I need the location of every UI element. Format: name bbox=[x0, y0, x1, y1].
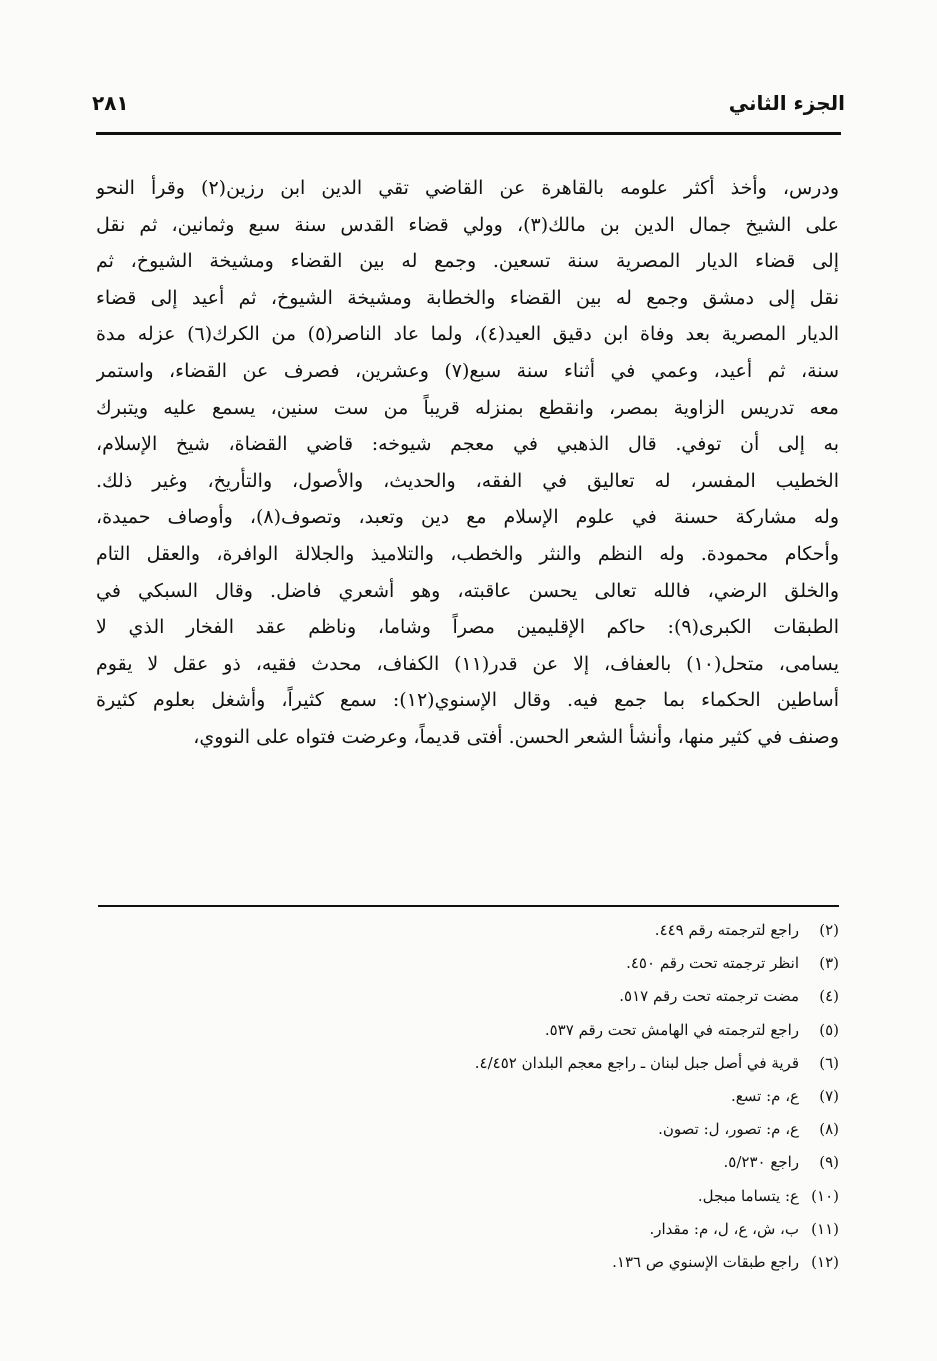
footnote bbox=[98, 914, 839, 947]
text-line: وأحكام محمودة. وله النظم والنثر والخطب، والتلاميذ والجلالة الوافرة، والعقل التام bbox=[96, 542, 839, 565]
footnote-rule bbox=[98, 905, 839, 907]
text-line: وصنف في كثير منها، وأنشأ الشعر الحسن. أفتى قديماً، وعرضت فتواه على النووي، bbox=[193, 725, 839, 748]
footnote-text: ع، م: تصور، ل: تصون. bbox=[658, 1120, 799, 1139]
footnote-number: (٧) bbox=[819, 1087, 839, 1106]
footnote-text: ع: يتساما مبجل. bbox=[697, 1186, 799, 1205]
text-line: والخلق الرضي، فالله تعالى يحسن عاقبته، وهو أشعري فاضل. وقال السبكي في bbox=[96, 579, 839, 602]
footnote bbox=[98, 980, 839, 1013]
footnote-text: انظر ترجمته تحت رقم ٤٥٠. bbox=[626, 954, 799, 973]
footnote-number: (٦) bbox=[819, 1053, 839, 1072]
footnote bbox=[98, 1246, 839, 1279]
running-head: الجزء الثاني bbox=[728, 91, 845, 115]
footnote bbox=[98, 1047, 839, 1080]
text-line: سنة، ثم أعيد، وعمي في أثناء سنة سبع(٧) وعشرين، فصرف عن القضاء، واستمر bbox=[96, 359, 839, 382]
footnote bbox=[98, 1014, 839, 1047]
footnote-number: (٣) bbox=[819, 954, 839, 973]
footnote-text: راجع طبقات الإسنوي ص ١٣٦. bbox=[612, 1253, 799, 1272]
footnote bbox=[98, 1180, 839, 1213]
footnote-number: (٨) bbox=[819, 1120, 839, 1139]
text-line: ودرس، وأخذ أكثر علومه بالقاهرة عن القاضي تقي الدين ابن رزين(٢) وقرأ النحو bbox=[96, 177, 839, 199]
text-line: نقل إلى دمشق وجمع له بين القضاء والخطابة ومشيخة الشيوخ، ثم أعيد إلى قضاء bbox=[96, 286, 839, 309]
footnote-number: (١٠) bbox=[811, 1186, 839, 1205]
footnote-text: راجع ٥/٢٣٠. bbox=[723, 1153, 799, 1172]
page-header bbox=[92, 86, 845, 120]
footnote bbox=[98, 947, 839, 980]
footnote-number: (٢) bbox=[819, 921, 839, 939]
main-text bbox=[96, 170, 839, 756]
text-line: على الشيخ جمال الدين بن مالك(٣)، وولي قضاء القدس سنة سبع وثمانين، ثم نقل bbox=[96, 213, 839, 236]
page-number: ٢٨١ bbox=[92, 91, 129, 115]
footnote bbox=[98, 1080, 839, 1113]
footnote-number: (١٢) bbox=[811, 1253, 839, 1272]
text-line: الخطيب المفسر، له تعاليق في الفقه، والحديث، والأصول، والتأريخ، وغير ذلك. bbox=[96, 469, 839, 492]
footnote-text: ع، م: تسع. bbox=[731, 1087, 799, 1106]
text-line: يسامى، متحل(١٠) بالعفاف، إلا عن قدر(١١) الكفاف، محدث فقيه، ذو عقل لا يقوم bbox=[96, 652, 839, 675]
footnote-text: مضت ترجمته تحت رقم ٥١٧. bbox=[619, 987, 799, 1006]
footnote-text: ب، ش، ع، ل، م: مقدار. bbox=[649, 1219, 799, 1238]
footnote-text: راجع لترجمته في الهامش تحت رقم ٥٣٧. bbox=[544, 1020, 799, 1039]
footnote-number: (١١) bbox=[811, 1219, 839, 1238]
footnote-number: (٤) bbox=[819, 987, 839, 1006]
header-rule bbox=[96, 132, 841, 135]
footnote-number: (٩) bbox=[819, 1153, 839, 1172]
footnote bbox=[98, 1213, 839, 1246]
footnotes-list bbox=[98, 914, 839, 1279]
footnote-text: قرية في أصل جبل لبنان ـ راجع معجم البلدان ٤/٤٥٢. bbox=[474, 1053, 799, 1072]
text-line: الديار المصرية بعد وفاة ابن دقيق العيد(٤)، ولما عاد الناصر(٥) من الكرك(٦) عزله مدة bbox=[96, 323, 839, 346]
text-line: معه تدريس الزاوية بمصر، وانقطع بمنزله قريباً من ست سنين، يسمع عليه ويتبرك bbox=[96, 396, 839, 419]
footnote bbox=[98, 1113, 839, 1146]
text-line: به إلى أن توفي. قال الذهبي في معجم شيوخه: قاضي القضاة، شيخ الإسلام، bbox=[96, 433, 839, 456]
footnote-number: (٥) bbox=[819, 1020, 839, 1039]
text-line: أساطين الحكماء بما جمع فيه. وقال الإسنوي(١٢): سمع كثيراً، وأشغل بعلوم كثيرة bbox=[96, 689, 839, 712]
footnote bbox=[98, 1146, 839, 1179]
text-line: وله مشاركة حسنة في علوم الإسلام مع دين وتعبد، وتصوف(٨)، وأوصاف حميدة، bbox=[96, 506, 839, 529]
footnote-text: راجع لترجمته رقم ٤٤٩. bbox=[654, 921, 799, 939]
text-line: إلى قضاء الديار المصرية سنة تسعين. وجمع له بين القضاء ومشيخة الشيوخ، ثم bbox=[96, 250, 839, 273]
text-line: الطبقات الكبرى(٩): حاكم الإقليمين مصراً وشاما، وناظم عقد الفخار الذي لا bbox=[96, 616, 839, 639]
